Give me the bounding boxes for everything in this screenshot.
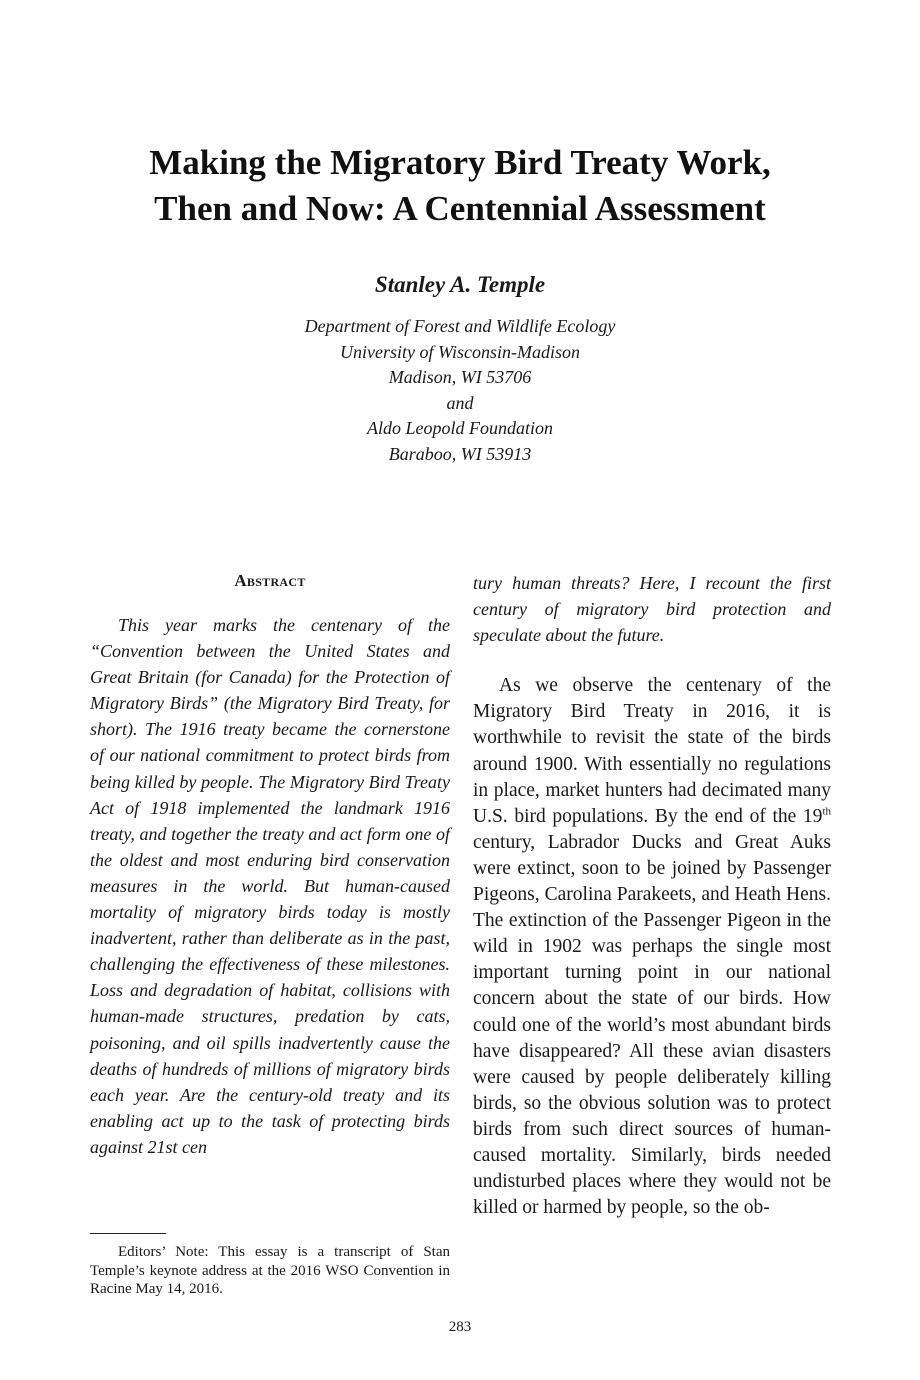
- affiliation-line: Madison, WI 53706: [388, 367, 532, 388]
- editors-note: Editors’ Note: This essay is a transcript of Stan Temple’s keynote address at the 2016 WSO Convention in Racine May 14, 2016.: [90, 1244, 450, 1297]
- affiliation-line: Department of Forest and Wildlife Ecology: [304, 316, 616, 336]
- abstract-text: This year marks the centenary of the “Convention between the United States and Great Britain (for Canada) for the Protection of Migratory Birds” (the Migratory Bird Treaty, for short). The 1916 treaty became the cornerstone of our national commitment to protect birds from being killed by people. The Migratory Bird Treaty Act of 1918 implemented the landmark 1916 treaty, and together the treaty and act form one of the oldest and most enduring bird conservation measures in the world. But human-caused mortality of migratory birds today is mostly inadvertent, rather than deliberate as in the past, challenging the effectiveness of these milestones. Loss and degradation of habitat, collisions with human-made structures, predation by cats, poisoning, and oil spills inadvertently cause the deaths of hundreds of millions of migratory birds each year. Are the century-old treaty and its enabling act up to the task of protecting birds against 21st cen: [90, 615, 450, 1157]
- title-line-1: Making the Migratory Bird Treaty Work,: [149, 143, 771, 182]
- abstract-heading: Abstract: [234, 571, 306, 590]
- footnote-rule: [90, 1233, 166, 1234]
- abstract-continuation: tury human threats? Here, I recount the first century of migratory bird protection and speculate about the future.: [473, 573, 831, 646]
- author-name: Stanley A. Temple: [374, 272, 546, 297]
- affiliation-line: University of Wisconsin-Madison: [340, 341, 580, 362]
- body-text-part: As we observe the centenary of the Migratory Bird Treaty in 2016, it is worthwhile to revisit the state of the birds around 1900. With essentially no regulations in place, market hunters had decimated many U.S. bird populations. By the end of the 19: [473, 675, 831, 827]
- affiliation-line: and: [446, 392, 474, 413]
- body-text-part: century, Labrador Ducks and Great Auks were extinct, soon to be joined by Passenger Pigeons, Carolina Parakeets, and Heath Hens. The extinction of the Passenger Pigeon in the wild in 1902 was perhaps the single most important turning point in our national concern about the state of our birds. How could one of the world’s most abundant birds have disappeared? All these avian disasters were caused by people deliberately killing birds, so the obvious solution was to protect birds from such direct sources of human-caused mortality. Similarly, birds needed undisturbed places where they would not be killed or harmed by people, so the ob-: [473, 831, 831, 1219]
- body-paragraph: [473, 673, 831, 1221]
- author-affiliation: [0, 314, 920, 468]
- affiliation-line: Baraboo, WI 53913: [388, 443, 532, 464]
- title-line-2: Then and Now: A Centennial Assessment: [154, 189, 766, 228]
- superscript: th: [822, 805, 831, 818]
- paper-title: [0, 140, 920, 232]
- left-column: [90, 570, 450, 1160]
- affiliation-line: Aldo Leopold Foundation: [367, 418, 553, 439]
- page-number: 283: [448, 1319, 472, 1335]
- right-column: [473, 570, 831, 1221]
